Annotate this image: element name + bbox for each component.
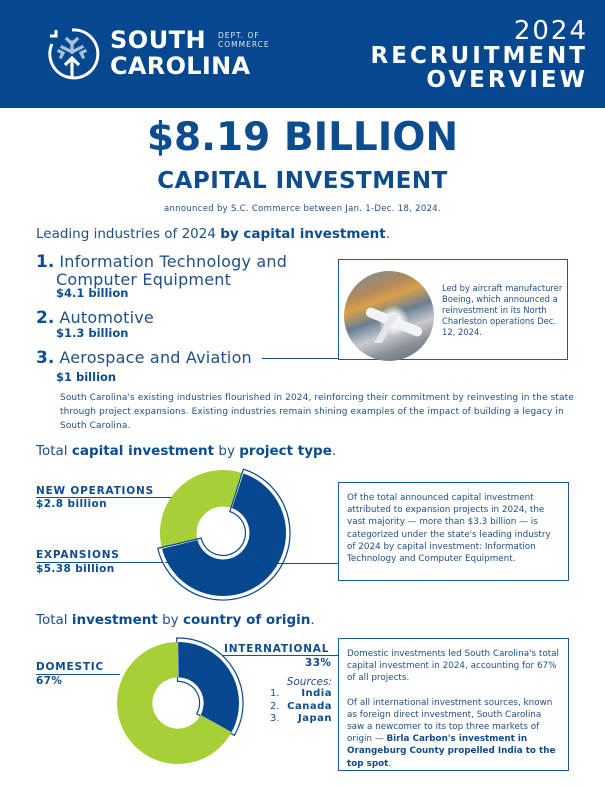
report-title-line-1: RECRUITMENT (370, 43, 588, 69)
callout-text: Of all international investment sources, known as foreign direct investment, South Carolina saw a newcomer to its top three markets of origin — (347, 697, 553, 745)
origin-section-title (36, 612, 315, 628)
title-bold-part: capital investment (71, 443, 215, 459)
expansions-value: $5.38 billion (36, 563, 115, 575)
report-title (371, 18, 588, 92)
aerospace-callout-connector (262, 358, 339, 359)
title-part: by (214, 443, 240, 459)
hero-note: announced by S.C. Commerce between Jan. 1-Dec. 18, 2024. (163, 204, 441, 214)
new-operations-label: NEW OPERATIONS (36, 485, 154, 497)
international-connector (222, 655, 338, 656)
source-rank: 2. (270, 700, 280, 712)
new-operations-connector (36, 497, 176, 498)
industry-rank: 3. (36, 348, 55, 368)
hero-label: CAPITAL INVESTMENT (157, 168, 448, 194)
title-part: by (157, 612, 183, 628)
brand-line-2: CAROLINA (110, 52, 251, 80)
title-part: Leading industries of 2024 (36, 226, 221, 242)
sc-commerce-logo-icon (42, 22, 102, 86)
title-bold-part: project type (239, 443, 332, 459)
project-type-section-title (36, 443, 336, 459)
origin-callout-box (338, 638, 569, 771)
boeing-callout-text: Led by aircraft manufacturer Boeing, which announced a reinvestment in its North Charleston operations Dec. 12, 2024. (442, 283, 563, 337)
country-origin-donut-chart (115, 640, 241, 766)
industry-name: Automotive (59, 308, 154, 327)
title-part: . (310, 612, 315, 628)
source-rank: 1. (270, 688, 280, 699)
expansions-label: EXPANSIONS (36, 549, 120, 561)
new-operations-value: $2.8 billion (36, 498, 107, 510)
hero-amount: $8.19 BILLION (146, 115, 459, 160)
source-item (270, 713, 332, 726)
source-item (270, 701, 332, 714)
industries-paragraph: South Carolina's existing industries flourished in 2024, reinforcing their commitment by reinvesting in the state through project expansions. Existing industries remain shining examples of the impact of building a legacy in South Carolina. (60, 393, 574, 431)
domestic-connector (36, 674, 120, 675)
industry-rank: 2. (36, 308, 55, 328)
dept-of-commerce (218, 31, 270, 49)
source-country: Japan (298, 713, 332, 724)
international-sources-list (270, 676, 332, 726)
industry-amount: $4.1 billion (56, 286, 129, 300)
project-type-donut-chart (158, 468, 288, 598)
industry-amount: $1.3 billion (56, 326, 129, 340)
callout-bold-text: Birla Carbon's investment in Orangeburg County propelled India to the top spot (347, 734, 556, 769)
title-part: . (331, 443, 337, 459)
dept-line-2: COMMERCE (218, 40, 270, 49)
report-year: 2024 (513, 16, 588, 46)
report-title-line-2: OVERVIEW (426, 67, 588, 93)
industry-name: Information Technology and (59, 252, 288, 271)
brand-line-1: SOUTH (110, 26, 207, 54)
international-label: INTERNATIONAL (224, 643, 330, 655)
title-part: . (385, 226, 390, 242)
boeing-factory-photo (344, 271, 434, 361)
sources-title: Sources: (286, 676, 332, 688)
expansions-connector (36, 562, 168, 563)
title-bold-part: country of origin (182, 612, 311, 628)
domestic-label: DOMESTIC (36, 661, 105, 673)
title-part: Total (36, 443, 72, 459)
boeing-callout-box (338, 259, 568, 360)
industry-amount: $1 billion (56, 370, 117, 384)
header-banner (0, 0, 605, 108)
international-value: 33% (305, 657, 332, 669)
expansions-callout-connector (278, 563, 338, 564)
industries-section-title (36, 226, 390, 242)
source-country: India (301, 688, 332, 699)
title-part: Total (36, 612, 72, 628)
industry-name-line-2: Computer Equipment (56, 270, 232, 289)
title-bold-part: by capital investment (220, 226, 386, 242)
industry-item-2 (36, 308, 154, 340)
industry-item-1 (36, 252, 288, 300)
industry-name: Aerospace and Aviation (59, 348, 252, 367)
origin-callout-paragraph-2 (347, 697, 560, 770)
expansions-callout-box: Of the total announced capital investment attributed to expansion projects in 2024, the vast majority — more than $3.3 billion — is categorized under the state's leading industry of 2024 by capital investment: Information Technology and Computer Equipment. (338, 482, 569, 581)
domestic-value: 67% (36, 675, 63, 687)
industry-item-3 (36, 348, 252, 384)
dept-line-1: DEPT. OF (218, 31, 260, 40)
industry-rank: 1. (36, 252, 55, 272)
source-item (270, 688, 332, 701)
source-rank: 3. (270, 713, 280, 724)
callout-text: . (388, 758, 392, 769)
title-bold-part: investment (71, 612, 158, 628)
origin-callout-paragraph-1: Domestic investments led South Carolina's total capital investment in 2024, accounting for 67% of all projects. (347, 649, 560, 684)
source-country: Canada (287, 700, 332, 712)
